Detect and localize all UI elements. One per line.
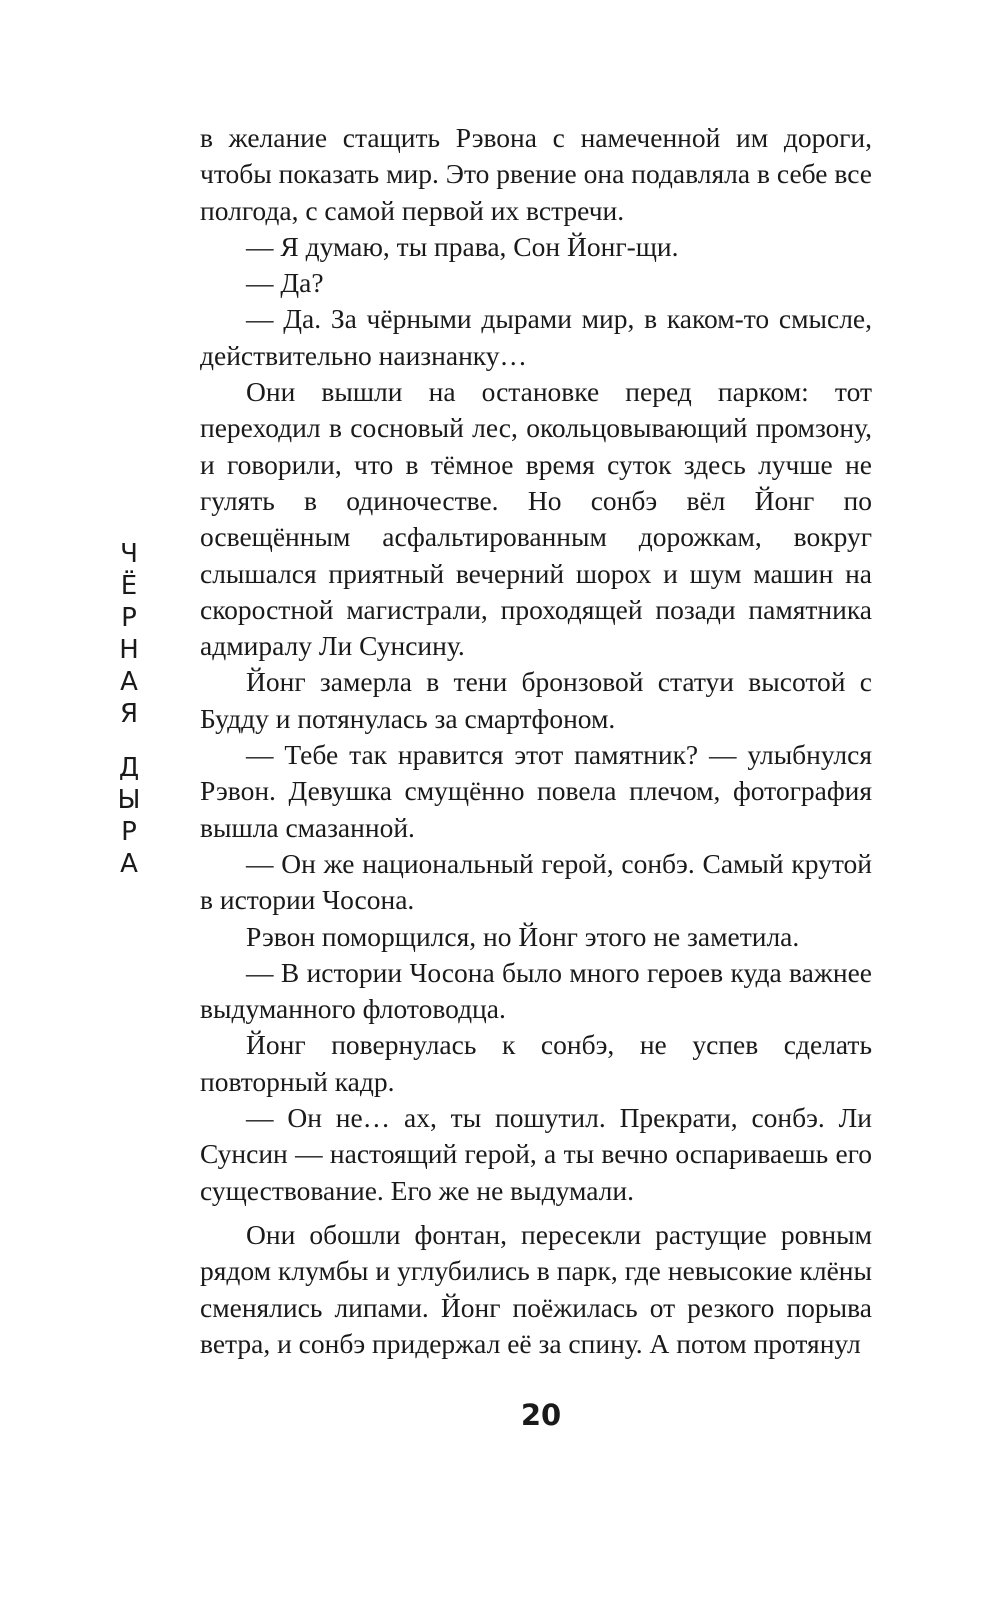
paragraph: в желание стащить Рэвона с намеченной им дороги, чтобы показать мир. Это рвение она подавляла в себе все полгода, с самой первой их встречи. — [200, 122, 872, 226]
title-letter: Ё — [120, 571, 138, 601]
paragraph: Йонг замерла в тени бронзовой статуи высотой с Будду и потянулась за смартфоном. — [200, 666, 872, 734]
title-letter: Р — [121, 603, 137, 633]
title-letter: Ы — [117, 785, 141, 815]
title-letter: А — [120, 849, 138, 879]
paragraph: — Он же национальный герой, сонбэ. Самый крутой в истории Чосона. — [200, 847, 872, 916]
paragraph: Рэвон поморщился, но Йонг этого не заметила. — [246, 920, 800, 952]
title-letter: Д — [118, 753, 140, 783]
paragraph: — В истории Чосона было много героев куда важнее выдуманного флотоводца. — [200, 956, 872, 1025]
paragraph: — Да? — [246, 267, 324, 299]
title-letter: Ч — [120, 539, 138, 569]
paragraph: Они обошли фонтан, пересекли растущие ровным рядом клумбы и углубились в парк, где невысокие клёны сменялись липами. Йонг поёжилась от резкого порыва ветра, и сонбэ придержал её за спину. А потом протянул — [200, 1218, 872, 1359]
paragraph: — Я думаю, ты права, Сон Йонг-щи. — [246, 230, 679, 262]
title-letter: А — [120, 667, 138, 697]
body-text — [200, 120, 872, 1362]
title-letter: Я — [119, 699, 139, 729]
title-letter: Н — [119, 635, 139, 665]
page-number: 20 — [520, 1398, 562, 1432]
running-title-vertical — [113, 538, 145, 880]
paragraph: — Да. За чёрными дырами мир, в каком-то смысле, действительно наизнанку… — [200, 303, 872, 371]
paragraph: — Тебе так нравится этот памятник? — улыбнулся Рэвон. Девушка смущённо повела плечом, фотография вышла смазанной. — [200, 739, 872, 843]
paragraph: Они вышли на остановке перед парком: тот переходил в сосновый лес, окольцовывающий промзону, и говорили, что в тёмное время суток здесь лучше не гулять в одиночестве. Но сонбэ вёл Йонг по освещённым асфальтированным дорожкам, вокруг слышался приятный вечерний шорох и шум машин на скоростной магистрали, проходящей позади памятника адмиралу Ли Сунсину. — [200, 376, 872, 662]
paragraph: — Он не… ах, ты пошутил. Прекрати, сонбэ. Ли Сунсин — настоящий герой, а ты вечно оспариваешь его существование. Его же не выдумали. — [200, 1102, 872, 1206]
paragraph: Йонг повернулась к сонбэ, не успев сделать повторный кадр. — [200, 1029, 872, 1097]
title-letter: Р — [121, 817, 137, 847]
